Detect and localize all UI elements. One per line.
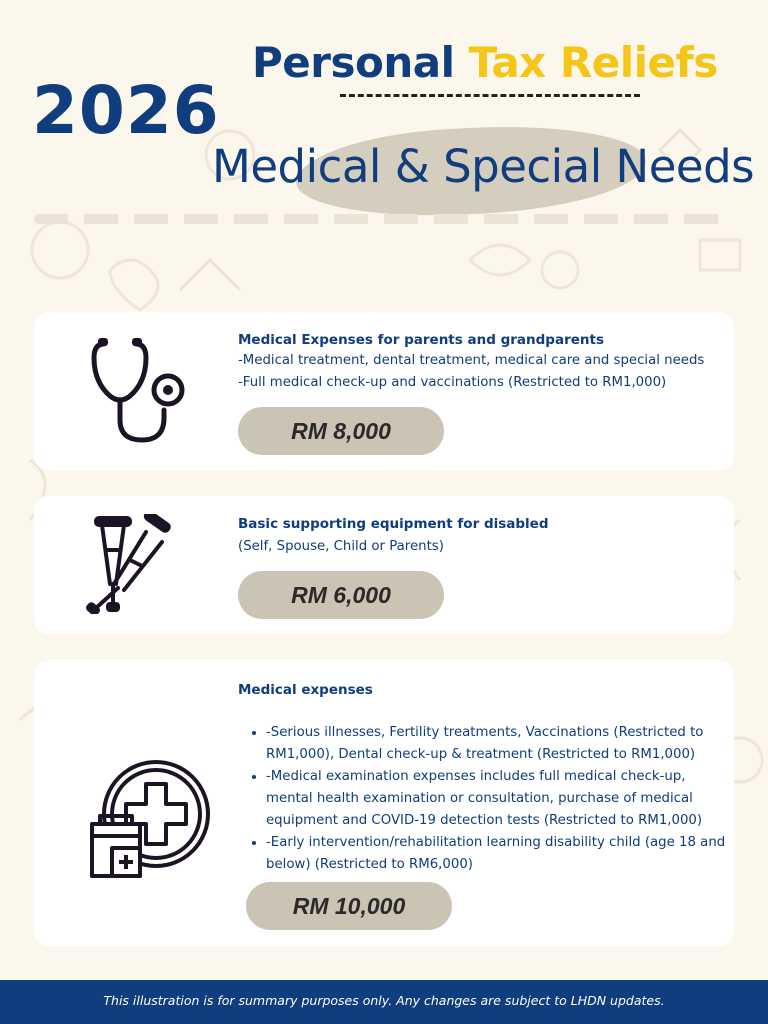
relief-amount-badge: RM 10,000 <box>246 882 452 930</box>
relief-amount-badge: RM 8,000 <box>238 407 444 455</box>
list-item: • -Early intervention/rehabilitation learning disability child (age 18 and below) (Restricted to RM6,000) <box>266 832 726 876</box>
stethoscope-icon <box>88 334 198 446</box>
card-line: -Full medical check-up and vaccinations (Restricted to RM1,000) <box>238 375 667 390</box>
card-bullet-list <box>238 722 726 876</box>
card-line: (Self, Spouse, Child or Parents) <box>238 539 444 554</box>
title-underline <box>340 88 640 97</box>
list-item: • -Serious illnesses, Fertility treatments, Vaccinations (Restricted to RM1,000), Dental check-up & treatment (Restricted to RM1,000) <box>266 722 726 766</box>
card-title: Medical Expenses for parents and grandparents <box>238 332 604 348</box>
card-title: Basic supporting equipment for disabled <box>238 516 549 532</box>
disclaimer-footer: This illustration is for summary purposes only. Any changes are subject to LHDN updates. <box>0 980 768 1024</box>
page-header <box>0 0 768 260</box>
relief-card-parents-medical <box>34 312 734 470</box>
title-personal: Personal <box>252 38 469 87</box>
title-tax-reliefs: Tax Reliefs <box>468 38 718 87</box>
crutches-icon <box>84 514 174 614</box>
page-subtitle: Medical & Special Needs <box>212 140 755 193</box>
page-title <box>252 38 718 87</box>
card-line: -Medical treatment, dental treatment, medical care and special needs <box>238 353 705 368</box>
header-divider <box>34 214 734 224</box>
card-title: Medical expenses <box>238 682 373 698</box>
year-heading: 2026 <box>32 72 220 149</box>
medical-cross-kit-icon <box>86 756 212 882</box>
relief-card-disabled-equipment <box>34 496 734 634</box>
relief-card-medical-expenses <box>34 660 734 946</box>
relief-amount-badge: RM 6,000 <box>238 571 444 619</box>
list-item: • -Medical examination expenses includes full medical check-up, mental health examination or consultation, purchase of medical equipment and COVID-19 detection tests (Restricted to RM1,000) <box>266 766 726 832</box>
